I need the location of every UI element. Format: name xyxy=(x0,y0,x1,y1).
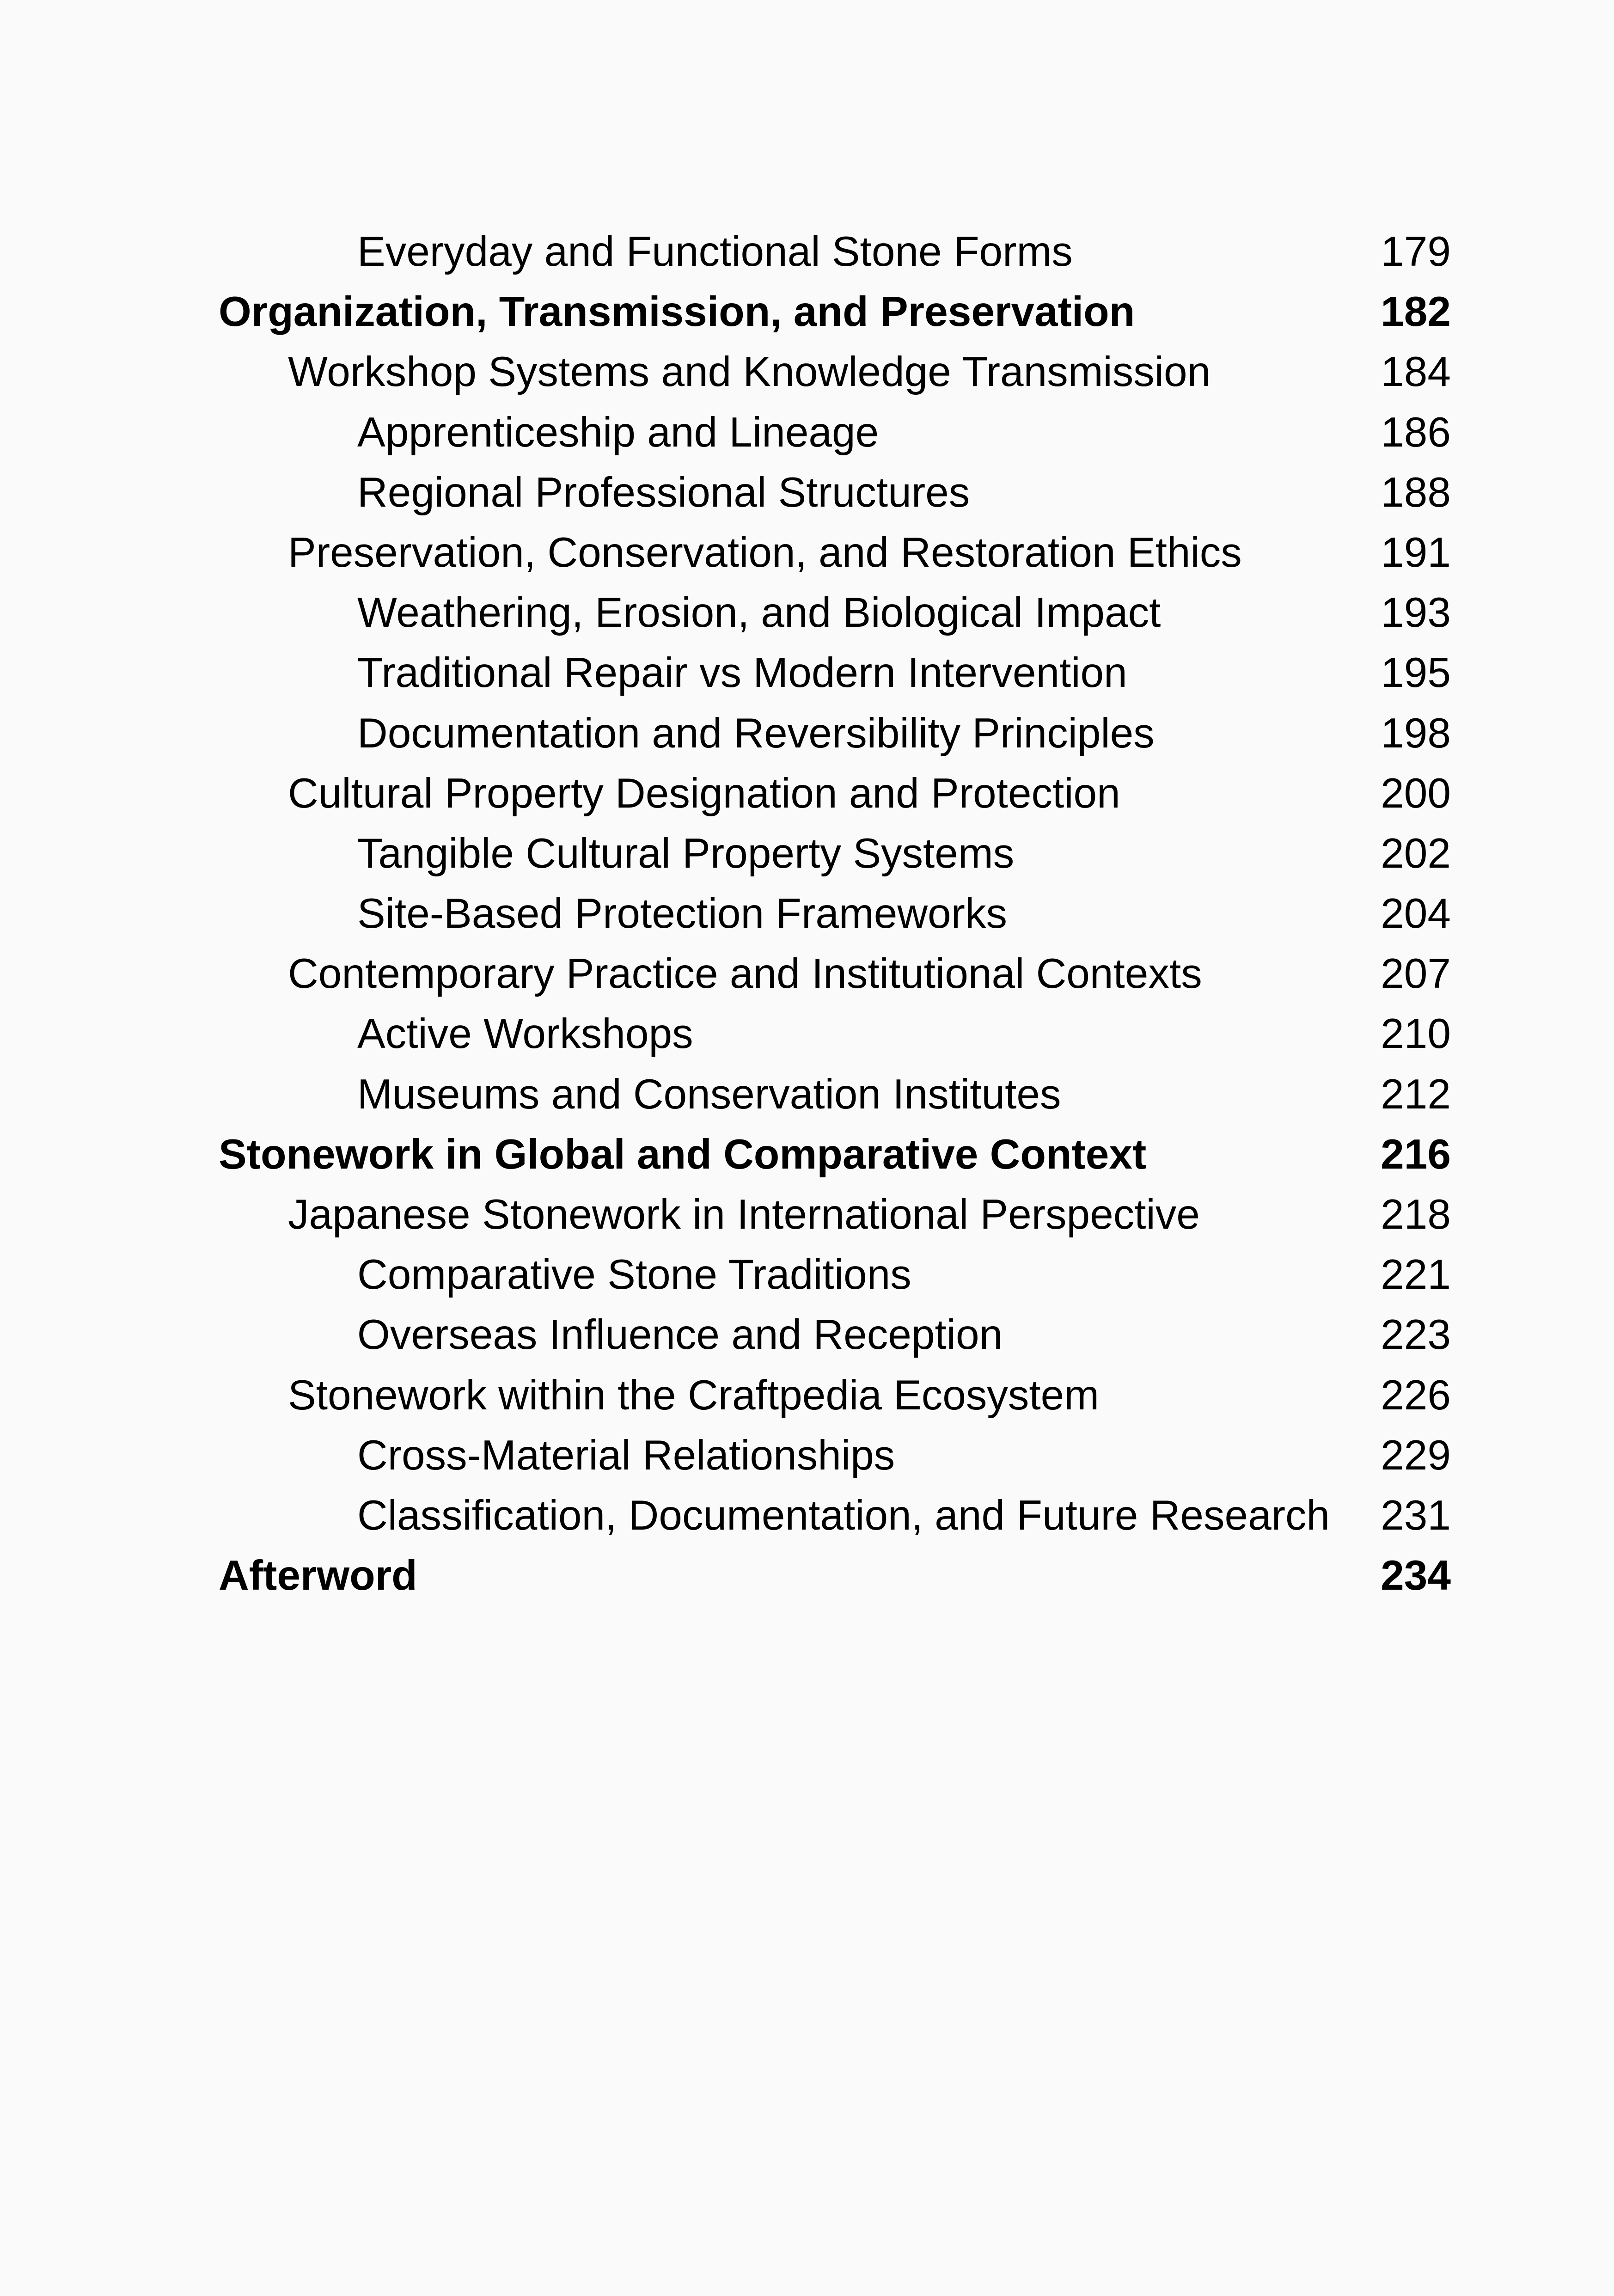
toc-chapter-title: Afterword xyxy=(219,1552,417,1599)
toc-entry xyxy=(0,1426,1614,1486)
toc-entry-page: 210 xyxy=(1381,1010,1451,1058)
toc-entry-page: 212 xyxy=(1381,1071,1451,1118)
toc-section-page: 218 xyxy=(1381,1191,1451,1238)
toc-entry-page: 229 xyxy=(1381,1432,1451,1479)
toc-entry-title: Cross-Material Relationships xyxy=(357,1432,895,1479)
toc-entry-page: 202 xyxy=(1381,830,1451,877)
toc-chapter-entry xyxy=(0,1125,1614,1185)
toc-section-page: 200 xyxy=(1381,770,1451,817)
toc-entry xyxy=(0,1245,1614,1305)
toc-section-title: Japanese Stonework in International Perspective xyxy=(288,1191,1200,1238)
toc-section-page: 207 xyxy=(1381,950,1451,998)
table-of-contents xyxy=(0,222,1614,1606)
toc-entry xyxy=(0,1486,1614,1546)
toc-entry-title: Overseas Influence and Reception xyxy=(357,1311,1003,1359)
toc-section-title: Stonework within the Craftpedia Ecosystem xyxy=(288,1371,1100,1419)
toc-entry xyxy=(0,403,1614,463)
toc-chapter-page: 182 xyxy=(1381,288,1451,336)
toc-entry xyxy=(0,884,1614,944)
toc-section-page: 184 xyxy=(1381,349,1451,396)
toc-entry-page: 198 xyxy=(1381,710,1451,757)
toc-entry-title: Museums and Conservation Institutes xyxy=(357,1071,1061,1118)
toc-chapter-page: 234 xyxy=(1381,1552,1451,1599)
toc-chapter-page: 216 xyxy=(1381,1131,1451,1178)
toc-entry xyxy=(0,583,1614,643)
toc-entry-page: 223 xyxy=(1381,1311,1451,1359)
toc-section-entry xyxy=(0,523,1614,583)
toc-section-title: Workshop Systems and Knowledge Transmission xyxy=(288,349,1211,396)
toc-chapter-title: Stonework in Global and Comparative Context xyxy=(219,1131,1147,1178)
toc-chapter-title: Organization, Transmission, and Preservation xyxy=(219,288,1135,336)
toc-entry-title: Active Workshops xyxy=(357,1010,693,1058)
toc-entry-page: 188 xyxy=(1381,469,1451,516)
toc-section-entry xyxy=(0,764,1614,824)
toc-entry xyxy=(0,1305,1614,1365)
toc-entry xyxy=(0,1004,1614,1064)
toc-section-title: Preservation, Conservation, and Restoration Ethics xyxy=(288,529,1242,576)
toc-entry-page: 193 xyxy=(1381,589,1451,637)
toc-entry-page: 221 xyxy=(1381,1251,1451,1298)
toc-entry-title: Regional Professional Structures xyxy=(357,469,970,516)
toc-entry-title: Site-Based Protection Frameworks xyxy=(357,890,1007,937)
toc-section-page: 191 xyxy=(1381,529,1451,576)
toc-section-title: Cultural Property Designation and Protection xyxy=(288,770,1120,817)
toc-entry xyxy=(0,704,1614,764)
toc-entry xyxy=(0,643,1614,703)
toc-entry xyxy=(0,463,1614,523)
toc-entry xyxy=(0,1065,1614,1125)
toc-entry-page: 179 xyxy=(1381,228,1451,275)
toc-entry-page: 231 xyxy=(1381,1492,1451,1539)
toc-entry-title: Documentation and Reversibility Principles xyxy=(357,710,1155,757)
toc-entry-title: Classification, Documentation, and Future Research xyxy=(357,1492,1330,1539)
toc-entry-title: Weathering, Erosion, and Biological Impact xyxy=(357,589,1161,637)
toc-section-title: Contemporary Practice and Institutional Contexts xyxy=(288,950,1202,998)
toc-entry-page: 195 xyxy=(1381,649,1451,697)
toc-entry-title: Comparative Stone Traditions xyxy=(357,1251,911,1298)
toc-section-entry xyxy=(0,1365,1614,1426)
toc-entry-page: 204 xyxy=(1381,890,1451,937)
toc-entry-title: Apprenticeship and Lineage xyxy=(357,409,879,456)
toc-entry xyxy=(0,222,1614,282)
toc-entry-page: 186 xyxy=(1381,409,1451,456)
toc-entry xyxy=(0,824,1614,884)
toc-section-page: 226 xyxy=(1381,1371,1451,1419)
toc-entry-title: Tangible Cultural Property Systems xyxy=(357,830,1015,877)
toc-section-entry xyxy=(0,342,1614,402)
toc-section-entry xyxy=(0,1185,1614,1245)
toc-chapter-entry xyxy=(0,1546,1614,1606)
toc-chapter-entry xyxy=(0,282,1614,342)
toc-section-entry xyxy=(0,944,1614,1004)
toc-entry-title: Everyday and Functional Stone Forms xyxy=(357,228,1073,275)
toc-entry-title: Traditional Repair vs Modern Intervention xyxy=(357,649,1127,697)
